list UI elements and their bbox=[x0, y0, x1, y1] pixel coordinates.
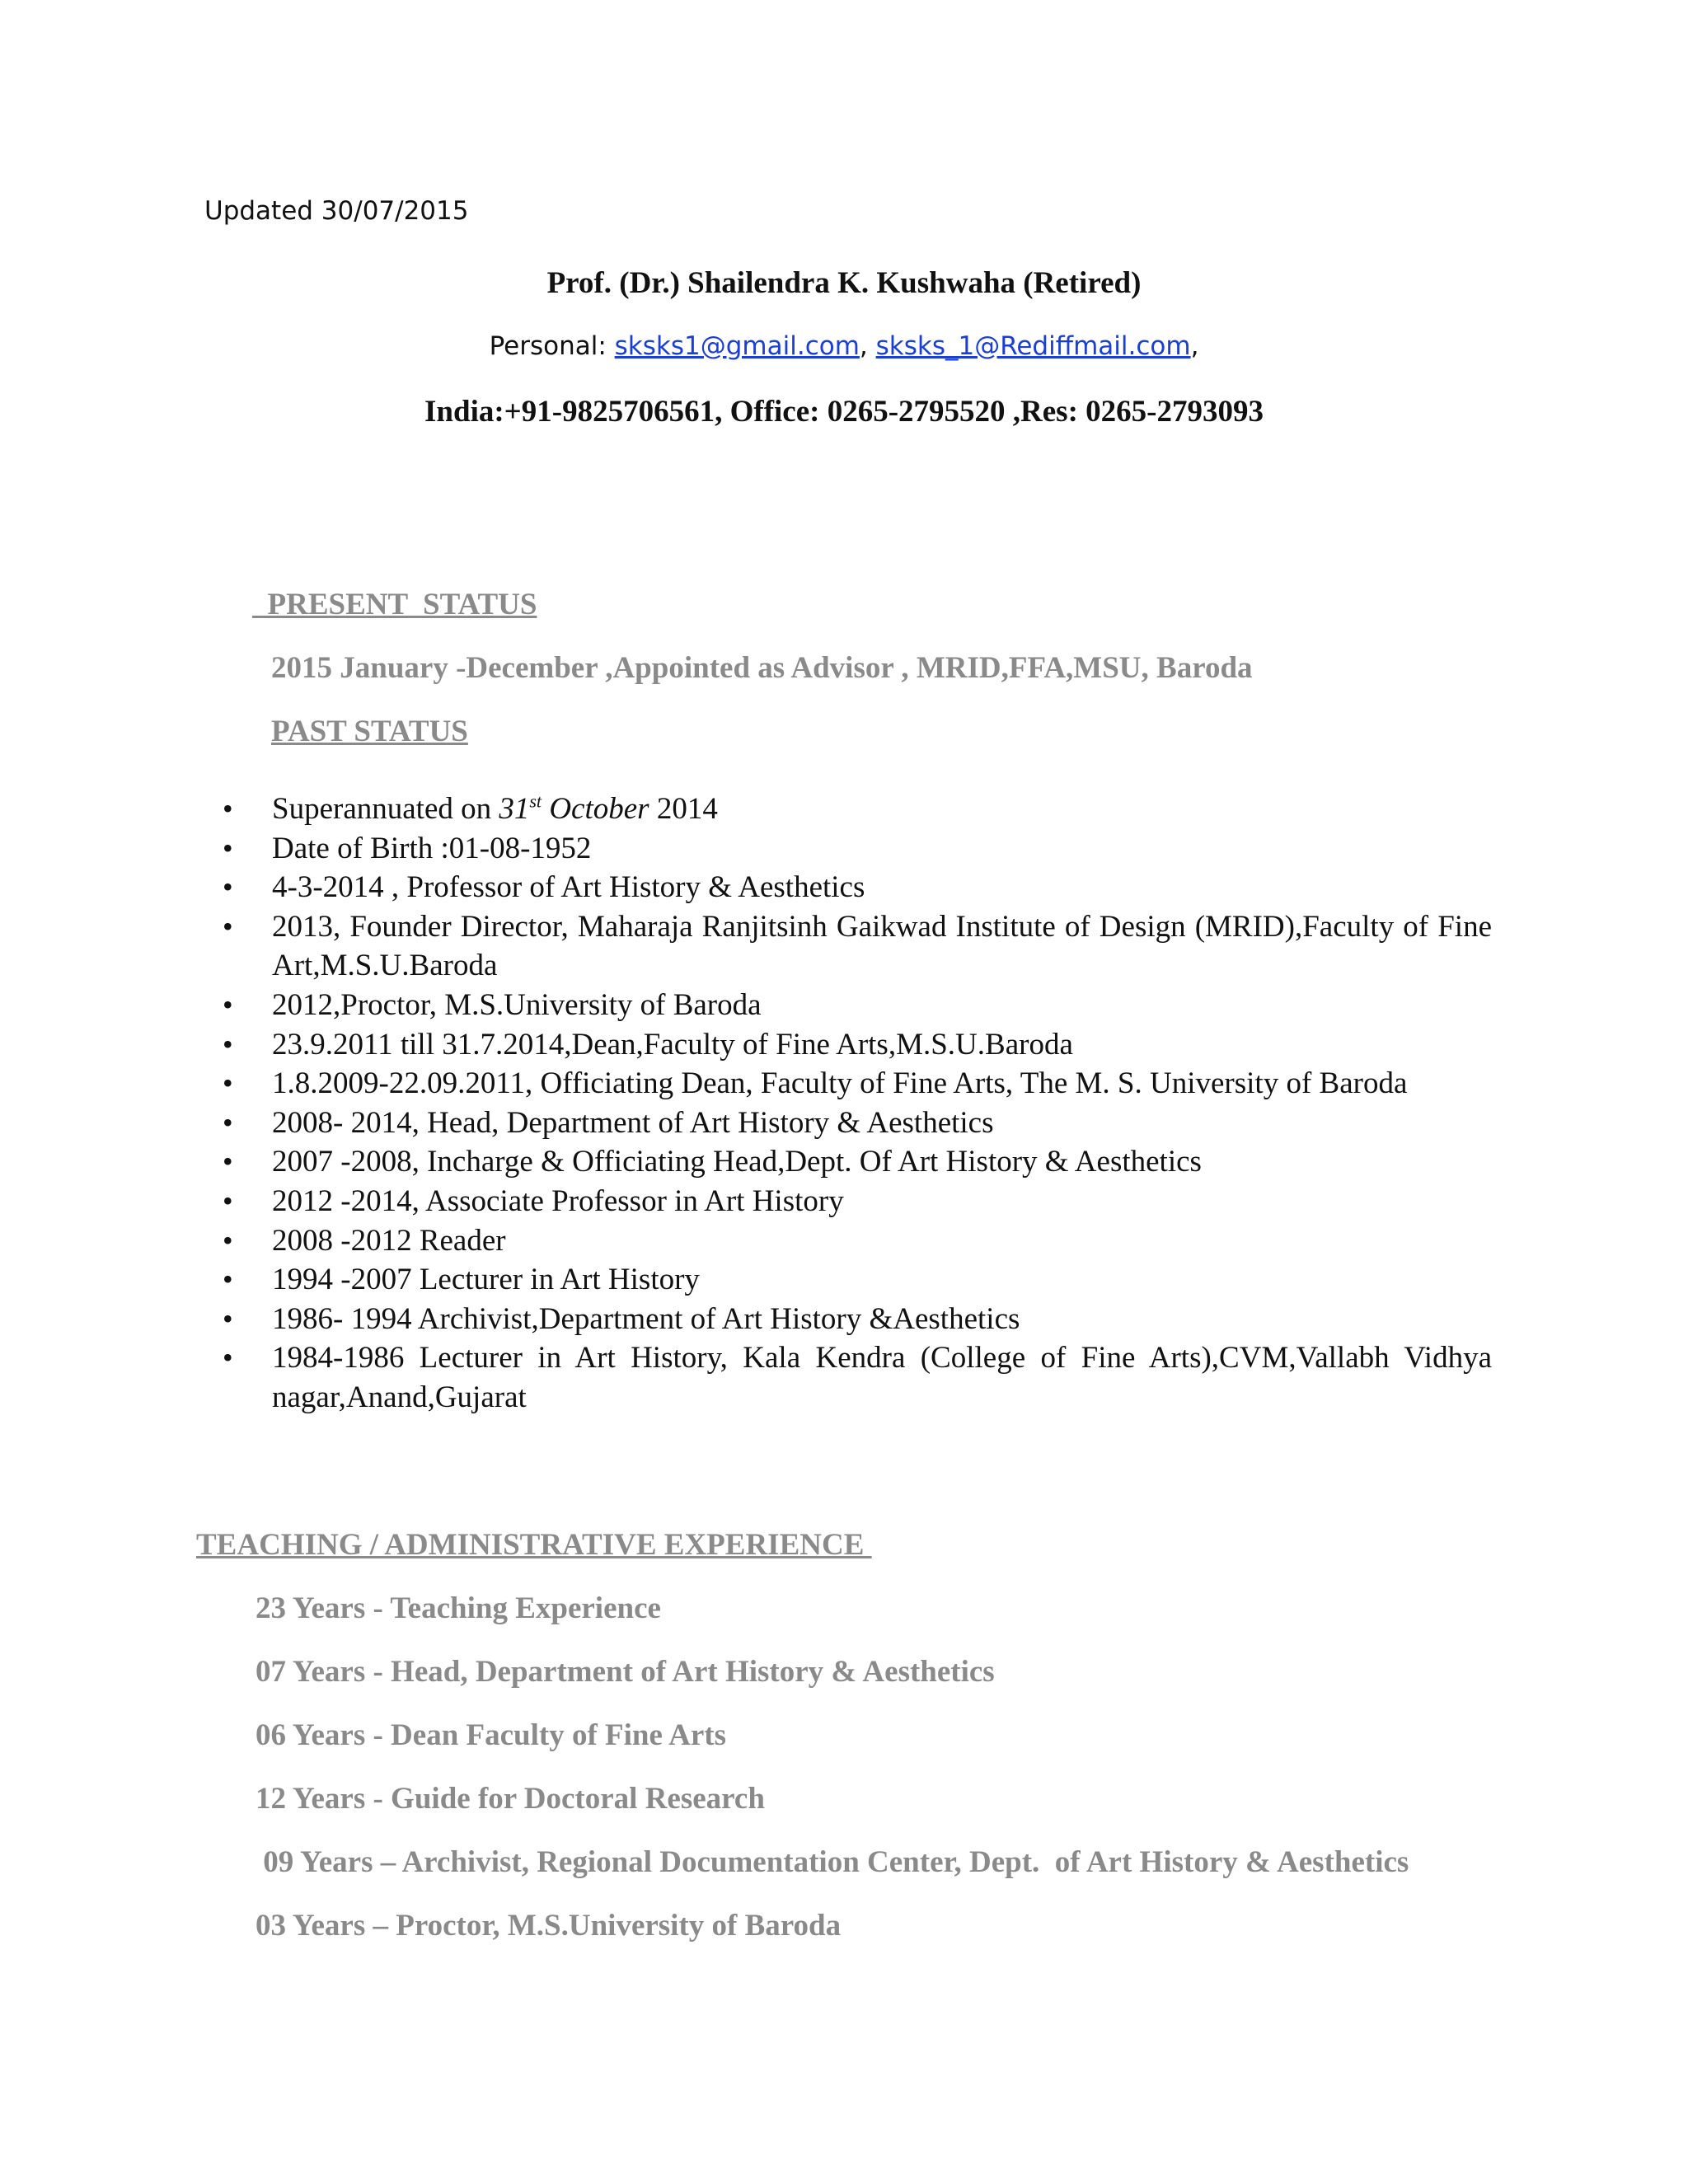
superannuated-month: October bbox=[542, 792, 649, 826]
phone-numbers: India:+91-9825706561, Office: 0265-2795520 ,Res: 0265-2793093 bbox=[424, 395, 1264, 429]
list-item: • 1994 -2007 Lecturer in Art History bbox=[223, 1260, 1492, 1300]
list-item: • 2013, Founder Director, Maharaja Ranjitsinh Gaikwad Institute of Design (MRID),Faculty of Fine Art,M.S.U.Baroda bbox=[223, 907, 1492, 986]
list-item: • 2008- 2014, Head, Department of Art History & Aesthetics bbox=[223, 1104, 1492, 1143]
list-item bbox=[223, 790, 1492, 829]
experience-item: 06 Years - Dean Faculty of Fine Arts bbox=[256, 1718, 727, 1752]
present-status-heading: PRESENT STATUS bbox=[252, 588, 537, 621]
superannuated-suffix: st bbox=[529, 790, 542, 812]
superannuated-year: 2014 bbox=[649, 792, 718, 826]
past-status-heading: PAST STATUS bbox=[271, 715, 468, 748]
list-item: • 2007 -2008, Incharge & Officiating Head,Dept. Of Art History & Aesthetics bbox=[223, 1142, 1492, 1182]
experience-item: 12 Years - Guide for Doctoral Research bbox=[256, 1782, 765, 1816]
superannuated-day: 31 bbox=[499, 792, 530, 826]
updated-date: Updated 30/07/2015 bbox=[204, 196, 469, 226]
experience-item: 03 Years – Proctor, M.S.University of Baroda bbox=[256, 1909, 842, 1943]
present-status-text: 2015 January -December ,Appointed as Advisor , MRID,FFA,MSU, Baroda bbox=[271, 651, 1253, 685]
list-item: • 4-3-2014 , Professor of Art History & Aesthetics bbox=[223, 868, 1492, 907]
list-item: • 2012,Proctor, M.S.University of Baroda bbox=[223, 986, 1492, 1025]
email-line bbox=[0, 331, 1688, 361]
person-name: Prof. (Dr.) Shailendra K. Kushwaha (Retired) bbox=[546, 266, 1142, 300]
email-link-gmail[interactable]: sksks1@gmail.com bbox=[614, 331, 860, 361]
list-item: • 2008 -2012 Reader bbox=[223, 1221, 1492, 1261]
past-status-list bbox=[223, 790, 1492, 1418]
superannuated-date bbox=[499, 792, 649, 826]
list-item: • 1984-1986 Lecturer in Art History, Kala Kendra (College of Fine Arts),CVM,Vallabh Vidhya nagar,Anand,Gujarat bbox=[223, 1338, 1492, 1417]
superannuated-text: Superannuated on bbox=[272, 792, 499, 826]
email-link-rediffmail[interactable]: sksks_1@Rediffmail.com bbox=[875, 331, 1191, 361]
personal-label: Personal: bbox=[489, 331, 615, 361]
list-item: • 1986- 1994 Archivist,Department of Art History &Aesthetics bbox=[223, 1300, 1492, 1339]
email-separator: , bbox=[859, 331, 876, 361]
list-item: • 23.9.2011 till 31.7.2014,Dean,Faculty of Fine Arts,M.S.U.Baroda bbox=[223, 1025, 1492, 1065]
email-end: , bbox=[1190, 331, 1199, 361]
list-item: • 1.8.2009-22.09.2011, Officiating Dean, Faculty of Fine Arts, The M. S. University of Baroda bbox=[223, 1064, 1492, 1104]
experience-heading: TEACHING / ADMINISTRATIVE EXPERIENCE bbox=[196, 1528, 872, 1562]
experience-item: 07 Years - Head, Department of Art History & Aesthetics bbox=[256, 1655, 995, 1689]
experience-item: 23 Years - Teaching Experience bbox=[256, 1591, 661, 1625]
experience-item: 09 Years – Archivist, Regional Documentation Center, Dept. of Art History & Aesthetics bbox=[256, 1845, 1409, 1879]
list-item: • 2012 -2014, Associate Professor in Art History bbox=[223, 1182, 1492, 1221]
list-item: • Date of Birth :01-08-1952 bbox=[223, 829, 1492, 869]
